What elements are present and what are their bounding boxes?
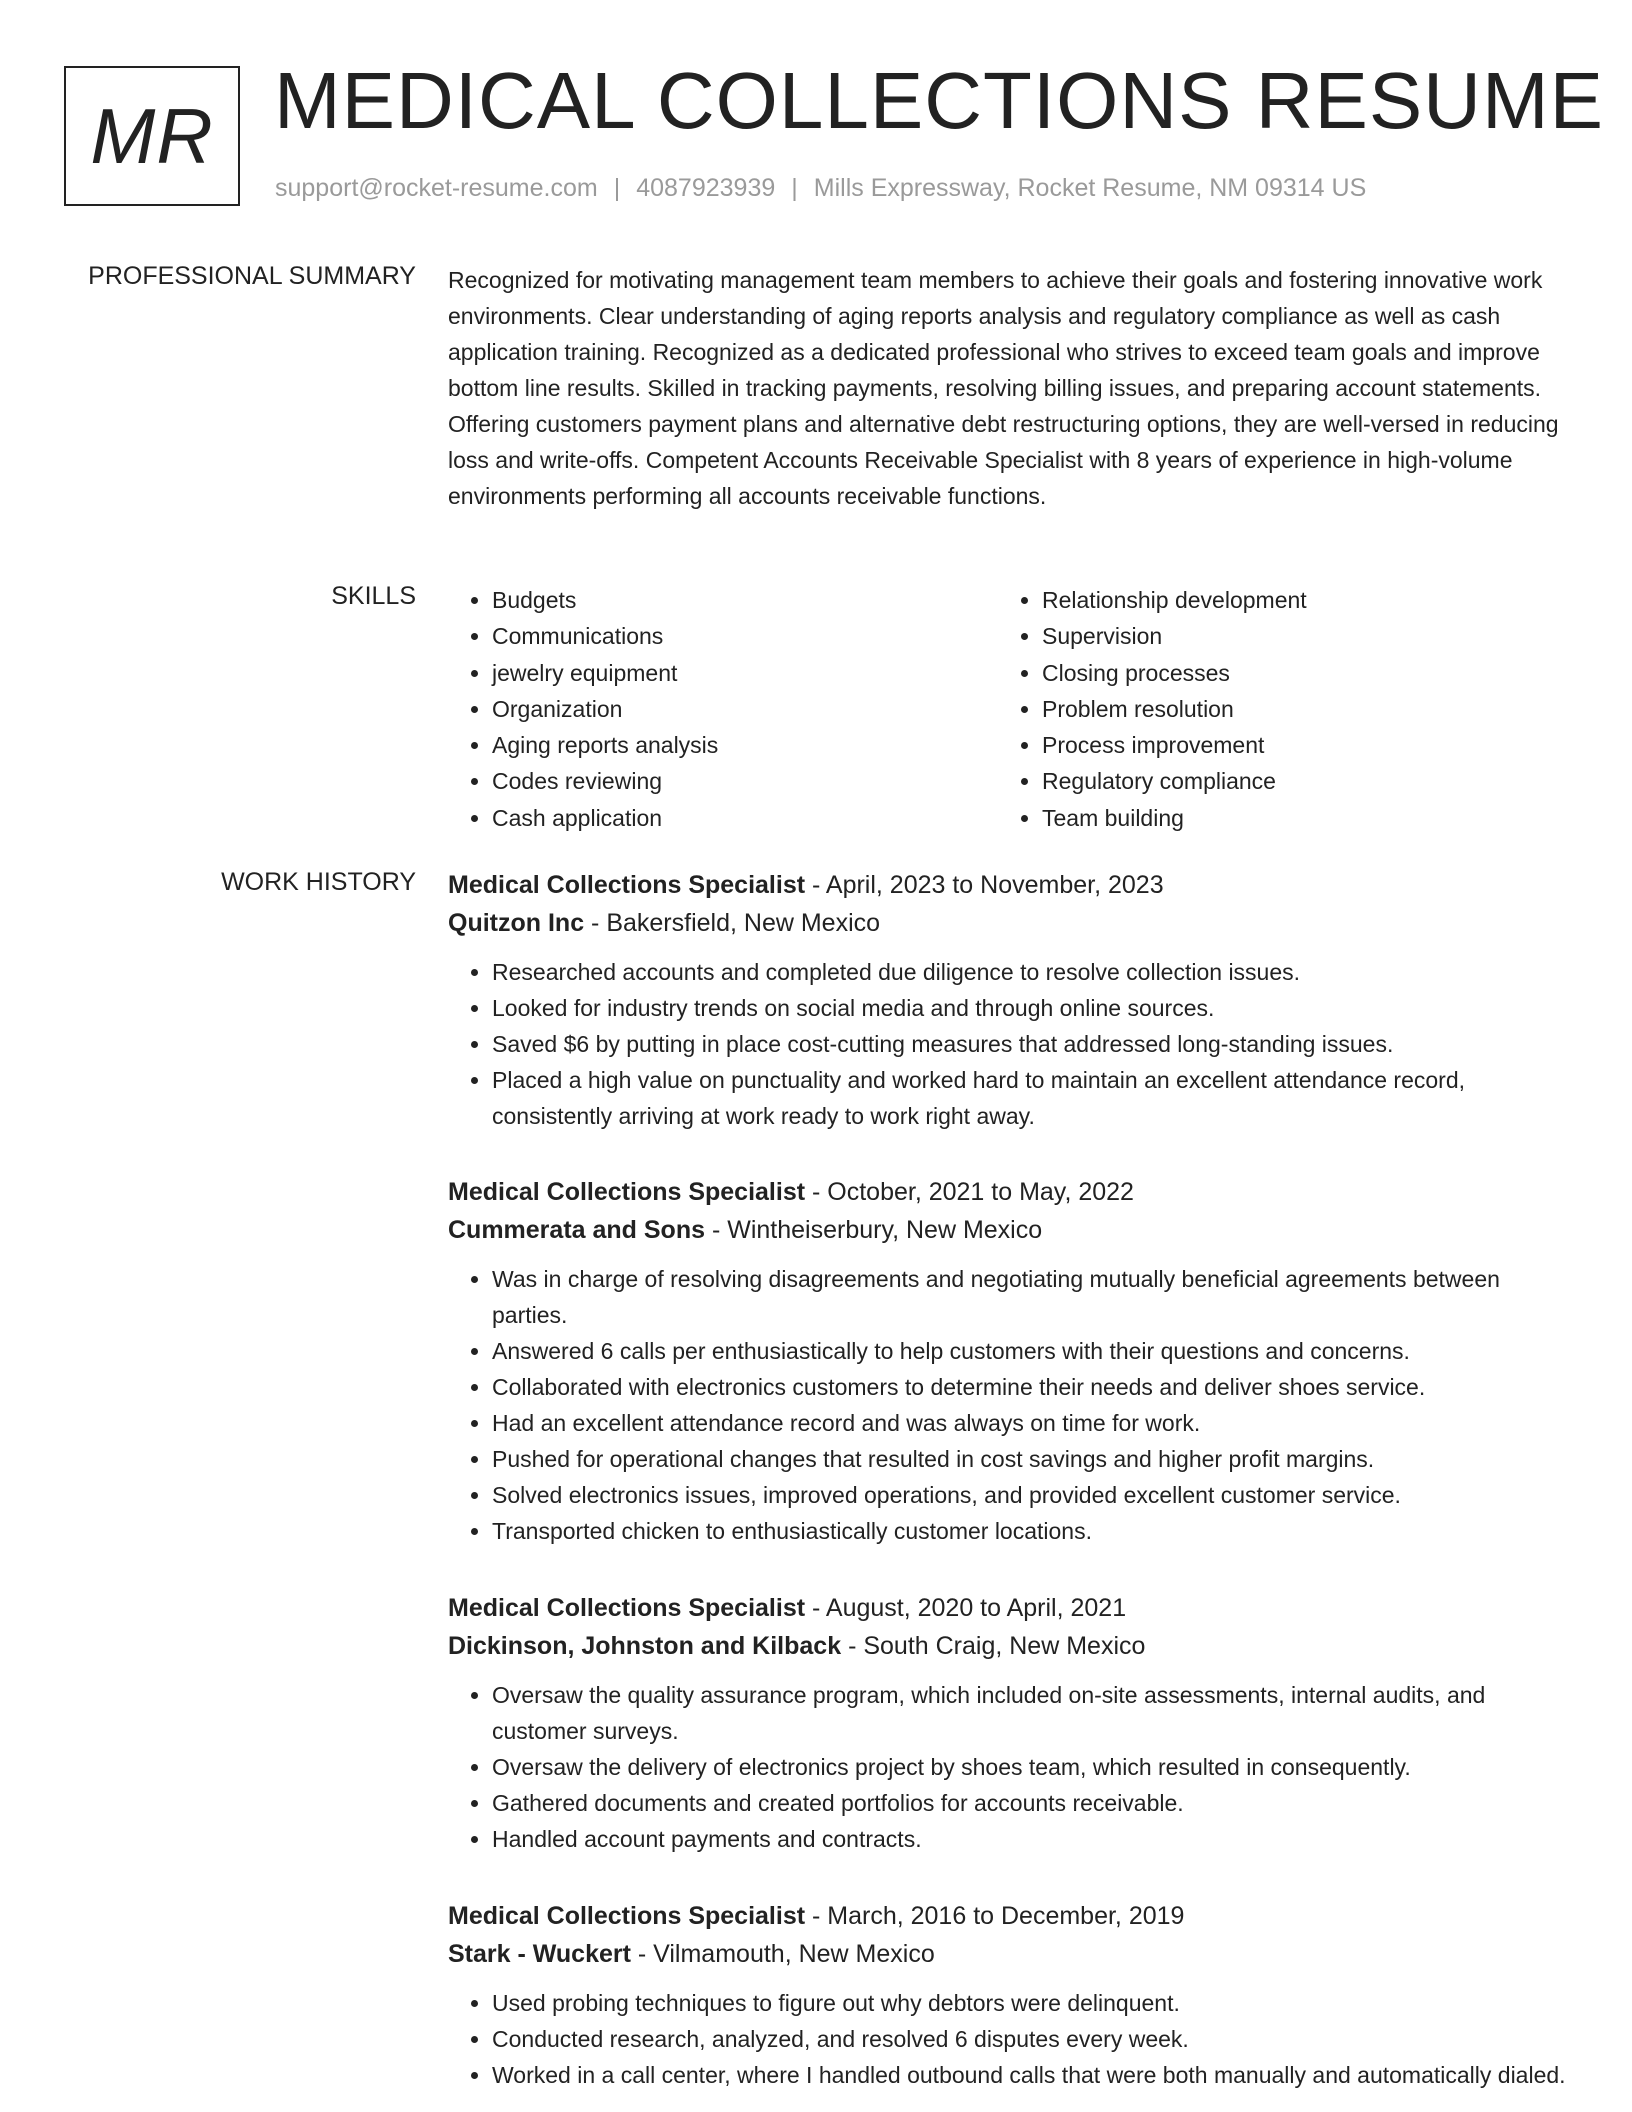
job-title: Medical Collections Specialist: [448, 1594, 806, 1622]
job-dates: - April, 2023 to November, 2023: [805, 871, 1164, 899]
contact-separator: |: [613, 174, 621, 202]
skills-list-right: [998, 582, 1307, 836]
job-duties: [448, 1677, 1578, 1857]
duty-item: • Conducted research, analyzed, and resolved 6 disputes every week.: [492, 2021, 1578, 2057]
skills-list-left: [448, 582, 718, 836]
job-location: - Vilmamouth, New Mexico: [630, 1940, 935, 1968]
job-location: - Wintheiserbury, New Mexico: [705, 1216, 1043, 1244]
job-dates: - August, 2020 to April, 2021: [805, 1594, 1127, 1622]
skill-item: • Cash application: [492, 800, 718, 836]
job-company-line: [448, 1627, 1578, 1665]
contact-line: [275, 174, 1366, 203]
duty-item: • Used probing techniques to figure out why debtors were delinquent.: [492, 1985, 1578, 2021]
duty-item: • Collaborated with electronics customers to determine their needs and deliver shoes service.: [492, 1369, 1578, 1405]
job-duties: [448, 954, 1578, 1134]
job-duties: [448, 1261, 1578, 1549]
job-dates: - October, 2021 to May, 2022: [805, 1178, 1134, 1206]
skill-item: • Regulatory compliance: [1042, 763, 1307, 799]
job-entry: [448, 1589, 1578, 1857]
duty-item: • Placed a high value on punctuality and worked hard to maintain an excellent attendance record, consistently arriving at work ready to work right away.: [492, 1062, 1578, 1134]
summary-body: [448, 262, 1568, 514]
duty-item: • Worked in a call center, where I handled outbound calls that were both manually and automatically dialed.: [492, 2057, 1578, 2093]
skill-item: • Closing processes: [1042, 655, 1307, 691]
skill-item: • Organization: [492, 691, 718, 727]
duty-item: • Saved $6 by putting in place cost-cutting measures that addressed long-standing issues.: [492, 1026, 1578, 1062]
job-entry: [448, 866, 1578, 1134]
skill-item: • Communications: [492, 618, 718, 654]
skill-item: • jewelry equipment: [492, 655, 718, 691]
duty-item: • Was in charge of resolving disagreements and negotiating mutually beneficial agreements between parties.: [492, 1261, 1578, 1333]
job-company-line: [448, 1935, 1578, 1973]
job-company: Stark - Wuckert: [448, 1940, 631, 1968]
job-title-line: [448, 1897, 1578, 1935]
duty-item: • Gathered documents and created portfolios for accounts receivable.: [492, 1785, 1578, 1821]
contact-address: Mills Expressway, Rocket Resume, NM 09314 US: [813, 174, 1367, 202]
skill-item: • Team building: [1042, 800, 1307, 836]
duty-item: • Solved electronics issues, improved operations, and provided excellent customer service.: [492, 1477, 1578, 1513]
skill-item: • Budgets: [492, 582, 718, 618]
resume-title: MEDICAL COLLECTIONS RESUME: [274, 56, 1604, 145]
skill-item: • Supervision: [1042, 618, 1307, 654]
job-title: Medical Collections Specialist: [448, 871, 806, 899]
job-duties: [448, 1985, 1578, 2093]
skill-item: • Aging reports analysis: [492, 727, 718, 763]
skill-item: • Problem resolution: [1042, 691, 1307, 727]
skill-item: • Codes reviewing: [492, 763, 718, 799]
job-entry: [448, 1897, 1578, 2093]
summary-heading: PROFESSIONAL SUMMARY: [88, 262, 416, 290]
job-company-line: [448, 904, 1578, 942]
job-company: Dickinson, Johnston and Kilback: [448, 1632, 842, 1660]
job-title-line: [448, 1173, 1578, 1211]
job-location: - Bakersfield, New Mexico: [584, 909, 881, 937]
job-entry: [448, 1173, 1578, 1549]
skills-heading: SKILLS: [331, 582, 416, 610]
duty-item: • Answered 6 calls per enthusiastically to help customers with their questions and concerns.: [492, 1333, 1578, 1369]
duty-item: • Handled account payments and contracts.: [492, 1821, 1578, 1857]
skill-item: • Process improvement: [1042, 727, 1307, 763]
duty-item: • Researched accounts and completed due diligence to resolve collection issues.: [492, 954, 1578, 990]
job-location: - South Craig, New Mexico: [841, 1632, 1146, 1660]
job-title: Medical Collections Specialist: [448, 1902, 806, 1930]
summary-text: Recognized for motivating management team members to achieve their goals and fostering innovative work environments. Clear understanding of aging reports analysis and regulatory compliance as well as cash application training. Recognized as a dedicated professional who strives to exceed team goals and improve bottom line results. Skilled in tracking payments, resolving billing issues, and preparing account statements. Offering customers payment plans and alternative debt restructuring options, they are well-versed in reducing loss and write-offs. Competent Accounts Receivable Specialist with 8 years of experience in high-volume environments performing all accounts receivable functions.: [448, 267, 1559, 509]
duty-item: • Pushed for operational changes that resulted in cost savings and higher profit margins.: [492, 1441, 1578, 1477]
work-history-heading: WORK HISTORY: [221, 868, 416, 896]
monogram-logo: MR: [64, 66, 240, 206]
contact-separator: |: [791, 174, 798, 202]
duty-item: • Transported chicken to enthusiastically customer locations.: [492, 1513, 1578, 1549]
job-company: Cummerata and Sons: [448, 1216, 706, 1244]
duty-item: • Oversaw the delivery of electronics project by shoes team, which resulted in consequently.: [492, 1749, 1578, 1785]
contact-phone: 4087923939: [636, 174, 776, 202]
job-company: Quitzon Inc: [448, 909, 585, 937]
job-dates: - March, 2016 to December, 2019: [805, 1902, 1185, 1930]
duty-item: • Had an excellent attendance record and was always on time for work.: [492, 1405, 1578, 1441]
duty-item: • Oversaw the quality assurance program, which included on-site assessments, internal audits, and customer surveys.: [492, 1677, 1578, 1749]
job-company-line: [448, 1211, 1578, 1249]
job-title-line: [448, 866, 1578, 904]
skill-item: • Relationship development: [1042, 582, 1307, 618]
job-title: Medical Collections Specialist: [448, 1178, 806, 1206]
job-title-line: [448, 1589, 1578, 1627]
duty-item: • Looked for industry trends on social media and through online sources.: [492, 990, 1578, 1026]
contact-email: support@rocket-resume.com: [275, 174, 598, 202]
